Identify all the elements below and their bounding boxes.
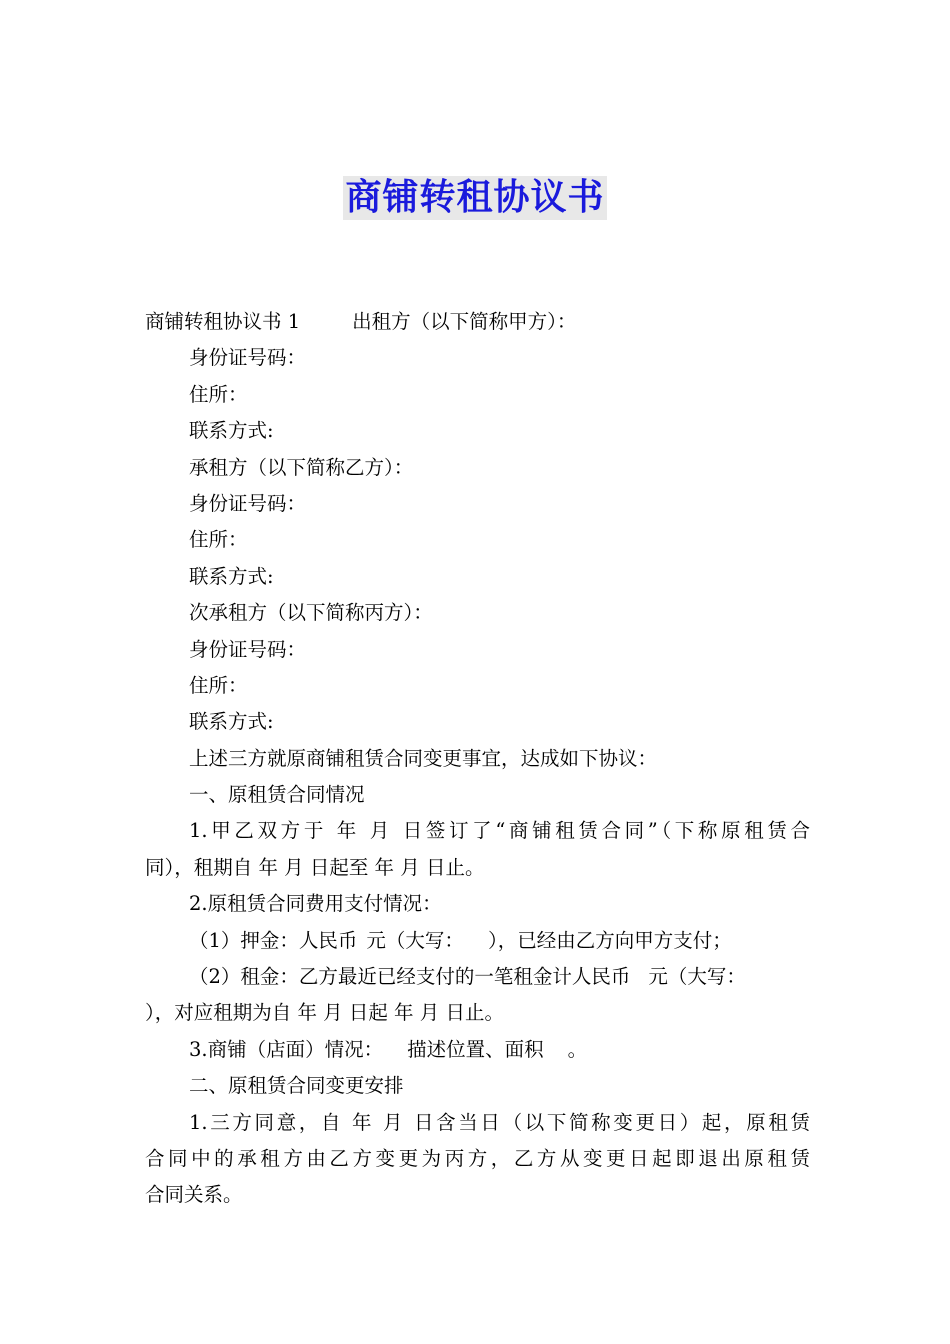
lessee-contact: 联系方式: [189,564,274,588]
section2-item1-line2: 合同中的承租方由乙方变更为丙方，乙方从变更日起即退出原租赁 [145,1146,810,1170]
intro-heading: 商铺转租协议书 1 [145,310,301,333]
lessee-label: 承租方（以下简称乙方）： [189,455,414,479]
sublessee-contact: 联系方式: [189,710,274,734]
lessor-contact: 联系方式: [189,419,274,443]
document-title: 商铺转租协议书 [345,177,605,218]
document-body [145,304,810,1214]
rent-line2: ），对应租期为自 年 月 日起 年 月 日止。 [145,1001,504,1025]
lessee-id: 身份证号码： [189,491,307,515]
sublessee-label: 次承租方（以下简称丙方）： [189,601,433,625]
section2-heading: 二、原租赁合同变更安排 [189,1074,404,1098]
intro-line [145,304,810,340]
lessee-address: 住所： [189,528,248,552]
lessor-address: 住所： [189,382,248,406]
section1-item2: 2.原租赁合同费用支付情况： [189,892,442,916]
sublessee-id: 身份证号码： [189,637,307,661]
agreement-statement: 上述三方就原商铺租赁合同变更事宜，达成如下协议： [189,746,658,770]
deposit-line [145,923,810,959]
item3-part-b: 描述位置、面积 [407,1037,544,1061]
section1-item1-line1: 1.甲乙双方于 年 月 日签订了“商铺租赁合同”（下称原租赁合 [189,819,810,843]
sublessee-address: 住所： [189,673,248,697]
section1-item1-line2: 同），租期自 年 月 日起至 年 月 日止。 [145,855,485,879]
item3-part-c: 。 [567,1037,588,1061]
section2-item1-line1: 1.三方同意，自 年 月 日含当日（以下简称变更日）起，原租赁 [189,1110,810,1134]
section1-item3 [145,1032,810,1068]
deposit-part-c: ），已经由乙方向甲方支付； [487,928,732,952]
item3-part-a: 3.商铺（店面）情况： [189,1037,384,1061]
deposit-part-a: （1）押金：人民币 [189,928,358,952]
section1-heading: 一、原租赁合同情况 [189,783,365,807]
rent-part-b: 元（大写： [648,965,746,989]
lessor-label: 出租方（以下简称甲方）： [352,310,577,333]
title-wrap [0,176,950,220]
rent-part-a: （2）租金：乙方最近已经支付的一笔租金计人民币 [189,965,631,989]
rent-line1 [145,959,810,995]
lessor-id: 身份证号码： [189,346,307,370]
deposit-part-b: 元（大写： [366,928,464,952]
section2-item1-line3: 合同关系。 [145,1183,243,1207]
